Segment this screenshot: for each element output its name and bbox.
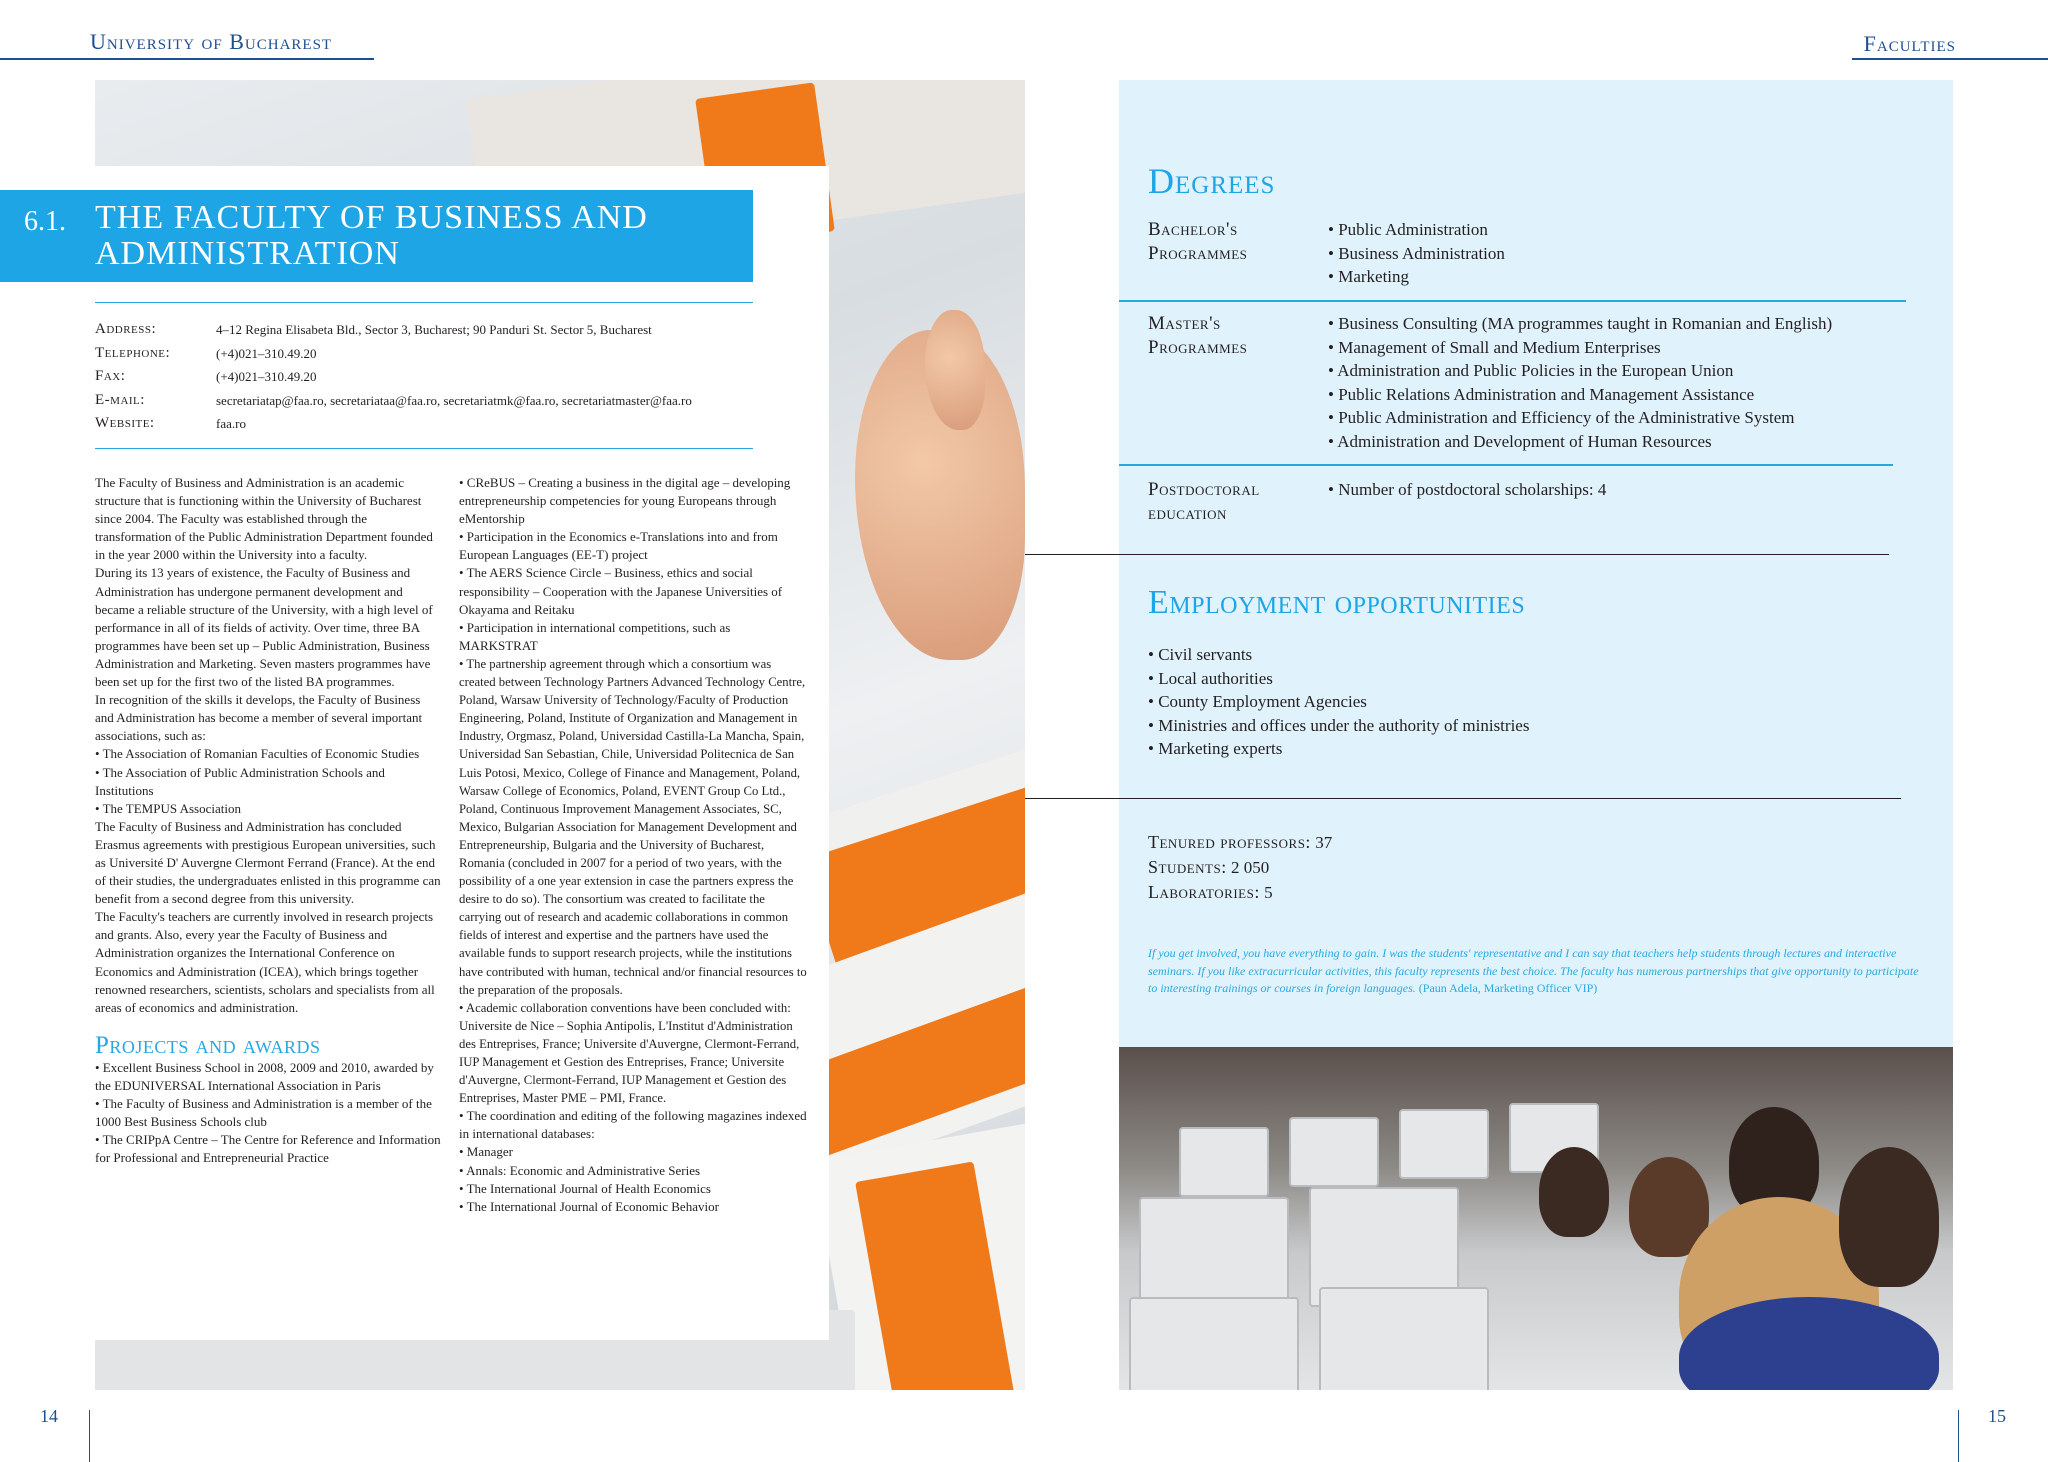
list-item: • The CRIPpA Centre – The Centre for Reference and Information for Professional and Entrepreneurial Practice xyxy=(95,1132,441,1166)
running-header-left: University of Bucharest xyxy=(90,29,333,54)
degree-label-line: Postdoctoral xyxy=(1148,479,1260,500)
list-item: • Participation in international competitions, such as MARKSTRAT xyxy=(459,619,731,653)
stat-students xyxy=(1148,855,1332,880)
list-item: • County Employment Agencies xyxy=(1148,692,1367,711)
degree-label-line: Programmes xyxy=(1148,242,1248,264)
paragraph: The Faculty of Business and Administration is an academic structure that is functioning within the University of Bucharest since 2004. The Faculty was established through the transformation of the Public Administration Department founded in the year 2000 within the University into a faculty. xyxy=(95,475,433,563)
list-item: • Participation in the Economics e-Translations into and from European Languages (EE-T) project xyxy=(459,529,778,563)
list-item: • CReBUS – Creating a business in the digital age – developing entrepreneurship competencies for young Europeans through eMentorship xyxy=(459,475,791,527)
stat-value: 5 xyxy=(1264,883,1273,902)
contact-label: E-mail: xyxy=(95,391,145,408)
paragraph: The Faculty of Business and Administration has concluded Erasmus agreements with prestigious European universities, such as Université D' Auvergne Clermont Ferrand (France). At the end of their studies, the undergraduates enlisted in this programme can benefit from a second degree from this university. xyxy=(95,818,441,907)
paragraph: In recognition of the skills it develops, the Faculty of Business and Administration has become a member of several important associations, such as: xyxy=(95,692,423,744)
list-item: • Ministries and offices under the authority of ministries xyxy=(1148,715,1530,735)
degree-divider xyxy=(1119,300,1906,302)
contact-value: (+4)021–310.49.20 xyxy=(216,369,317,384)
contact-value: (+4)021–310.49.20 xyxy=(216,345,317,361)
list-item: • Annals: Economic and Administrative Series xyxy=(459,1162,701,1178)
section-divider xyxy=(1025,798,1901,799)
degree-list xyxy=(1328,478,1928,525)
list-item: • Business Consulting (MA programmes taught in Romanian and English) xyxy=(1328,314,1833,333)
list-item: • Public Relations Administration and Management Assistance xyxy=(1328,384,1755,404)
body-column-2 xyxy=(459,474,807,1216)
list-item: • The Faculty of Business and Administration is a member of the 1000 Best Business Schools club xyxy=(95,1096,432,1130)
list-item: • Management of Small and Medium Enterprises xyxy=(1328,337,1661,357)
contact-rule-bottom xyxy=(95,448,753,449)
employment-list xyxy=(1148,643,1529,761)
degree-label-line: Programmes xyxy=(1148,336,1248,358)
contact-label: Fax: xyxy=(95,368,126,384)
list-item: • Public Administration xyxy=(1328,220,1488,239)
master-programmes xyxy=(1148,312,1928,453)
faculty-title: THE FACULTY OF BUSINESS AND ADMINISTRATION xyxy=(95,199,648,272)
contact-rule-top xyxy=(95,302,753,303)
degree-label xyxy=(1148,218,1328,289)
stat-label: Students: xyxy=(1148,857,1227,877)
stat-value: 2 050 xyxy=(1230,858,1270,877)
list-item: • Excellent Business School in 2008, 2009 and 2010, awarded by the EDUNIVERSAL International Association in Paris xyxy=(95,1059,434,1093)
degree-label-line: education xyxy=(1148,502,1227,524)
list-item: • Marketing experts xyxy=(1148,739,1283,758)
faculty-stats xyxy=(1148,830,1332,905)
list-item: • Manager xyxy=(459,1144,513,1160)
contact-address xyxy=(95,318,795,342)
degree-label xyxy=(1148,312,1328,453)
stat-label: Tenured professors: xyxy=(1148,832,1311,852)
list-item: • The International Journal of Health Economics xyxy=(459,1180,711,1196)
contact-value: 4–12 Regina Elisabeta Bld., Sector 3, Bucharest; 90 Panduri St. Sector 5, Bucharest xyxy=(216,322,652,337)
contact-label: Address: xyxy=(95,321,157,337)
stat-label: Laboratories: xyxy=(1148,882,1260,902)
stat-value: 37 xyxy=(1315,833,1333,852)
bachelor-programmes xyxy=(1148,218,1928,289)
contact-value: secretariatap@faa.ro, secretariataa@faa.ro, secretariatmk@faa.ro, secretariatmaster@faa.ro xyxy=(216,392,692,408)
contact-fax xyxy=(95,365,795,389)
list-item: • Administration and Public Policies in the European Union xyxy=(1328,361,1734,380)
list-item: • Local authorities xyxy=(1148,668,1273,688)
stat-professors xyxy=(1148,830,1332,855)
contact-value: faa.ro xyxy=(216,416,246,431)
degree-label xyxy=(1148,478,1328,525)
degree-label-line: Master's xyxy=(1148,313,1221,334)
page-number-right: 15 xyxy=(1988,1406,2006,1426)
list-item: • Civil servants xyxy=(1148,645,1253,664)
quote-text: If you get involved, you have everything to gain. I was the students' representative and I can say that teachers help students through lectures and interactive seminars. If you like extracurricular activities, this faculty represents the best choice. The faculty has numerous partnerships that give opportunity to participate to interesting trainings or courses in foreign languages. xyxy=(1148,946,1919,995)
list-item: • The AERS Science Circle – Business, ethics and social responsibility – Cooperation with the Japanese Universities of Okayama and Reitaku xyxy=(459,565,783,617)
list-item: • Public Administration and Efficiency of the Administrative System xyxy=(1328,408,1795,427)
projects-heading: Projects and awards xyxy=(95,1031,321,1059)
list-item: • Number of postdoctoral scholarships: 4 xyxy=(1328,480,1607,499)
paragraph: The Faculty's teachers are currently involved in research projects and grants. Also, every year the Faculty of Business and Administration organizes the International Conference on Economics and Administration (ICEA), which brings together renowned researchers, scientists, scholars and specialists from all areas of economics and administration. xyxy=(95,909,435,1015)
running-header-right: Faculties xyxy=(1863,31,1956,56)
testimonial-quote xyxy=(1148,945,1928,998)
list-item: • The Association of Romanian Faculties of Economic Studies xyxy=(95,746,420,762)
contact-info xyxy=(95,318,795,436)
footer-rule-right xyxy=(1958,1410,1959,1462)
list-item: • The partnership agreement through which a consortium was created between Technology Partners Advanced Technology Centre, Poland, Warsaw University of Technology/Faculty of Production Engineering, Poland, Institute of Organization and Management in Industry, Orgmasz, Poland, Universidad Castilla-La Mancha, Spain, Universidad San Sebastian, Chile, Universidad Politecnica de San Luis Potosi, Mexico, College of Finance and Management, Poland, Warsaw College of Economics, Poland, EVENT Group Co Ltd., Poland, Continuous Improvement Management Associates, SC, Mexico, Bulgarian Association for Management Development and Entrepreneurship, Bulgaria and the University of Bucharest, Romania (concluded in 2007 for a period of two years, with the possibility of a one year extension in case the partners express the desire to do so). The consortium was created to facilitate the carrying out of research and academic collaborations in common fields of interest and expertise and the partners have used the available funds to support research projects, while the institutions have contributed with human, technical and/or financial resources to the preparation of the proposals. xyxy=(459,656,807,997)
list-item: • Marketing xyxy=(1328,267,1410,286)
degrees-heading: Degrees xyxy=(1148,161,1276,201)
body-column-1 xyxy=(95,474,441,1167)
degree-divider xyxy=(1119,464,1893,466)
list-item: • The International Journal of Economic Behavior xyxy=(459,1198,719,1214)
list-item: • The coordination and editing of the following magazines indexed in international databases: xyxy=(459,1108,807,1142)
contact-email xyxy=(95,389,795,413)
contact-website xyxy=(95,412,795,436)
degree-label-line: Bachelor's xyxy=(1148,219,1238,240)
paragraph: During its 13 years of existence, the Faculty of Business and Administration has undergone permanent development and became a reliable structure of the University, with a high level of performance in all of its fields of activity. Over time, three BA programmes have been set up – Public Administration, Business Administration and Marketing. Seven masters programmes have been set up for the first two of the listed BA programmes. xyxy=(95,565,433,690)
list-item: • Administration and Development of Human Resources xyxy=(1328,431,1712,451)
list-item: • Academic collaboration conventions have been concluded with: Universite de Nice – Sophia Antipolis, L'Institut d'Administration des Entreprises, France; Universite d'Auvergne, Clermont-Ferrand, IUP Management et Gestion des Entreprises, France; Universite d'Auvergne, Clermont-Ferrand, IUP Management et Gestion des Entreprises, Master PME – PMI, France. xyxy=(459,1000,800,1106)
contact-label: Telephone: xyxy=(95,344,171,361)
list-item: • The TEMPUS Association xyxy=(95,800,241,816)
contact-label: Website: xyxy=(95,415,155,431)
stat-laboratories xyxy=(1148,880,1332,905)
quote-citation: (Paun Adela, Marketing Officer VIP) xyxy=(1418,981,1598,995)
contact-telephone xyxy=(95,342,795,366)
list-item: • Business Administration xyxy=(1328,243,1505,263)
list-item: • The Association of Public Administration Schools and Institutions xyxy=(95,764,385,798)
section-divider xyxy=(1025,554,1889,555)
degree-list xyxy=(1328,218,1928,289)
postdoctoral-education xyxy=(1148,478,1928,525)
section-number: 6.1. xyxy=(24,206,66,237)
footer-rule-left xyxy=(89,1410,90,1462)
degree-list xyxy=(1328,312,1928,453)
page-number-left: 14 xyxy=(40,1406,58,1426)
employment-heading: Employment opportunities xyxy=(1148,584,1526,621)
header-rule-left xyxy=(0,58,374,60)
header-rule-right xyxy=(1852,58,2048,60)
computer-lab-photo xyxy=(1119,1047,1953,1390)
